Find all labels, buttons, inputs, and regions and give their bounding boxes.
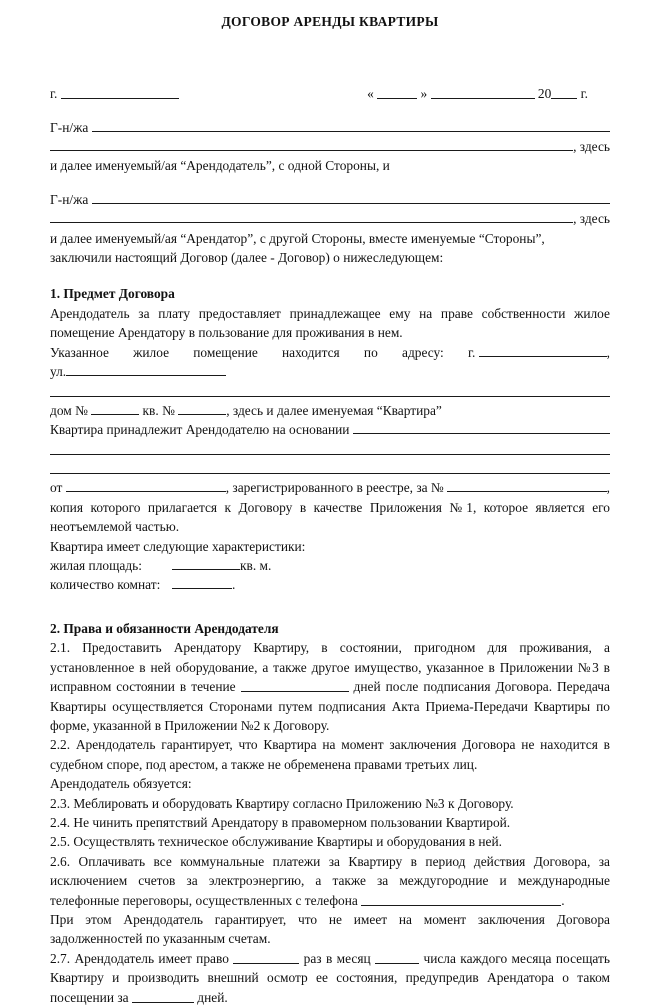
address-city-comma: , [606,344,610,360]
clause-2-1-days-blank[interactable] [241,680,349,692]
rooms-count-blank[interactable] [172,578,232,590]
ownership-extra-rule-row-1 [50,440,610,459]
copy-paragraph: копия которого прилагается к Договору в качестве Приложения №1, которое является его неотъемлемой частью. [50,499,614,535]
rooms-count-row [50,575,610,594]
ownership-row [50,420,610,439]
city-blank[interactable] [61,87,179,99]
document-body [50,0,614,1007]
clause-2-7-notice-blank[interactable] [132,991,194,1003]
clause-2-2: 2.2. Арендодатель гарантирует, что Квартира на момент заключения Договора не находится в судебном споре, под арестом, а также не обременена правами третьих лиц. [50,737,614,772]
house-label: дом № [50,402,92,418]
section-1-paragraph-1: Арендодатель за плату предоставляет принадлежащее ему на праве собственности жилое помещение Арендатору в пользование для проживания в нем. [50,305,614,341]
address-extra-blank[interactable] [50,396,610,397]
landlord-description: и далее именуемый/ая “Арендодатель”, с одной Стороны, и [50,158,390,174]
landlord-details-row [50,137,610,156]
city-date-row [50,84,610,103]
clause-2-6-phone-blank[interactable] [361,894,561,906]
living-area-blank[interactable] [172,558,240,570]
street-blank[interactable] [66,364,226,376]
month-blank[interactable] [431,87,535,99]
address-city-row [50,343,610,362]
rooms-count-label: количество комнат: [50,577,161,593]
address-extra-rule-row [50,381,610,400]
clause-2-1-text-part-1: 2.1. Предоставить Арендатору Квартиру, в состоянии, пригодном для проживания, а установленное в ней оборудование, а также другое имущество, указанное в Приложении №3 в исправном состоянии в течение [50,640,614,695]
registered-label: , зарегистрированного в реестре, за № [225,480,448,496]
spacer-before-section-2 [50,595,610,619]
registry-number-blank[interactable] [447,481,607,492]
house-blank[interactable] [91,403,139,415]
clause-2-1 [50,638,614,735]
ownership-extra-rule-row-2 [50,459,610,478]
clause-2-7-text-part-3: числа каждого месяца посещать Квартиру и производить внешний осмотр ее состояния, предупредив Арендатора о таком посещении за [50,950,614,1005]
characteristics-list [50,556,610,595]
year-prefix: 20 [534,86,552,102]
spacer-before-tenant [50,176,610,190]
spacer-before-landlord [50,104,610,118]
clause-2-7 [50,949,614,1007]
landlord-name-row [50,118,610,137]
ownership-label: Квартира принадлежит Арендодателю на основании [50,422,353,438]
flat-tail-text: , здесь и далее именуемая “Квартира” [226,402,442,418]
clause-2-7-text-part-4: дней. [193,989,228,1005]
flat-label: кв. № [139,402,179,418]
tenant-name-row [50,190,610,209]
clause-2-5: 2.5. Осуществлять техническое обслуживание Квартиры и оборудования в ней. [50,834,503,850]
living-area-row [50,556,610,575]
clause-2-1-text-part-2: дней после подписания Договора. Передача Квартиры осуществляется Сторонами путем подписания Акта Приема-Передачи Квартиры по форме, указанной в Приложении №2 к Договору. [50,679,614,733]
address-intro: Указанное жилое помещение находится по адресу: г. [50,344,479,360]
date-field [367,84,610,103]
ownership-extra-blank-1[interactable] [50,454,610,455]
living-area-label: жилая площадь: [50,558,142,574]
spacer-after-title [50,30,610,84]
tenant-salutation: Г-н/жа [50,191,92,207]
clause-2-7-day-blank[interactable] [375,952,419,964]
tenant-here-word: , здесь [573,211,610,227]
clause-2-6-text-part-2: . [561,892,565,908]
tenant-details-blank[interactable] [50,212,573,223]
clause-2-3: 2.3. Меблировать и оборудовать Квартиру согласно Приложению №3 к Договору. [50,795,514,811]
landlord-name-blank[interactable] [92,120,610,131]
registration-row [50,478,610,497]
street-label: ул. [50,364,67,380]
from-label: от [50,480,66,496]
ownership-extra-blank-2[interactable] [50,473,610,474]
city-label: г. [50,86,61,102]
address-street-row [50,362,610,381]
page-title: ДОГОВОР АРЕНДЫ КВАРТИРЫ [221,14,439,29]
landlord-details-blank[interactable] [50,140,573,151]
tenant-description-line-1: и далее именуемый/ая “Арендатор”, с другой Стороны, вместе именуемые “Стороны”, [50,230,545,246]
landlord-here-word: , здесь [573,139,610,154]
clause-2-6-text-part-1: 2.6. Оплачивать все коммунальные платежи за Квартиру в период действия Договора, за исключением счетов за электроэнергию, а также за междугородние и международные телефонные переговоры, осуществленных с телефона [50,853,614,908]
year-suffix: г. [577,86,588,102]
address-city-blank[interactable] [479,345,607,357]
ownership-blank[interactable] [353,423,610,434]
rooms-count-tail: . [232,577,236,593]
date-open-quote: « [367,86,378,102]
day-blank[interactable] [377,87,417,99]
section-2-heading: 2. Права и обязанности Арендодателя [50,620,279,636]
obligations-intro: Арендодатель обязуется: [50,776,192,792]
clause-2-4: 2.4. Не чинить препятствий Арендатору в правомерном пользовании Квартирой. [50,814,511,830]
date-close-quote: » [417,86,431,102]
section-1-heading: 1. Предмет Договора [50,286,175,302]
notary-date-blank[interactable] [66,480,226,492]
tenant-description-line-2: заключили настоящий Договор (далее - Договор) о нижеследующем: [50,250,444,266]
year-blank[interactable] [551,87,577,99]
clause-2-6 [50,852,614,910]
characteristics-intro: Квартира имеет следующие характеристики: [50,538,306,554]
clause-2-7-text-part-2: раз в месяц [299,950,376,966]
clause-2-7-times-blank[interactable] [233,952,299,964]
registered-tail: , [606,480,610,496]
clause-2-6-note: При этом Арендодатель гарантирует, что не имеет на момент заключения Договора задолженностей по указанным счетам. [50,911,614,947]
clause-2-7-text-part-1: 2.7. Арендодатель имеет право [50,950,234,966]
flat-blank[interactable] [178,403,226,415]
tenant-name-blank[interactable] [92,192,610,203]
tenant-details-row [50,209,610,228]
spacer-before-section-1 [50,267,610,284]
landlord-salutation: Г-н/жа [50,119,92,135]
living-area-unit: кв. м. [240,558,272,574]
city-field [50,84,179,103]
house-flat-row [50,401,610,420]
